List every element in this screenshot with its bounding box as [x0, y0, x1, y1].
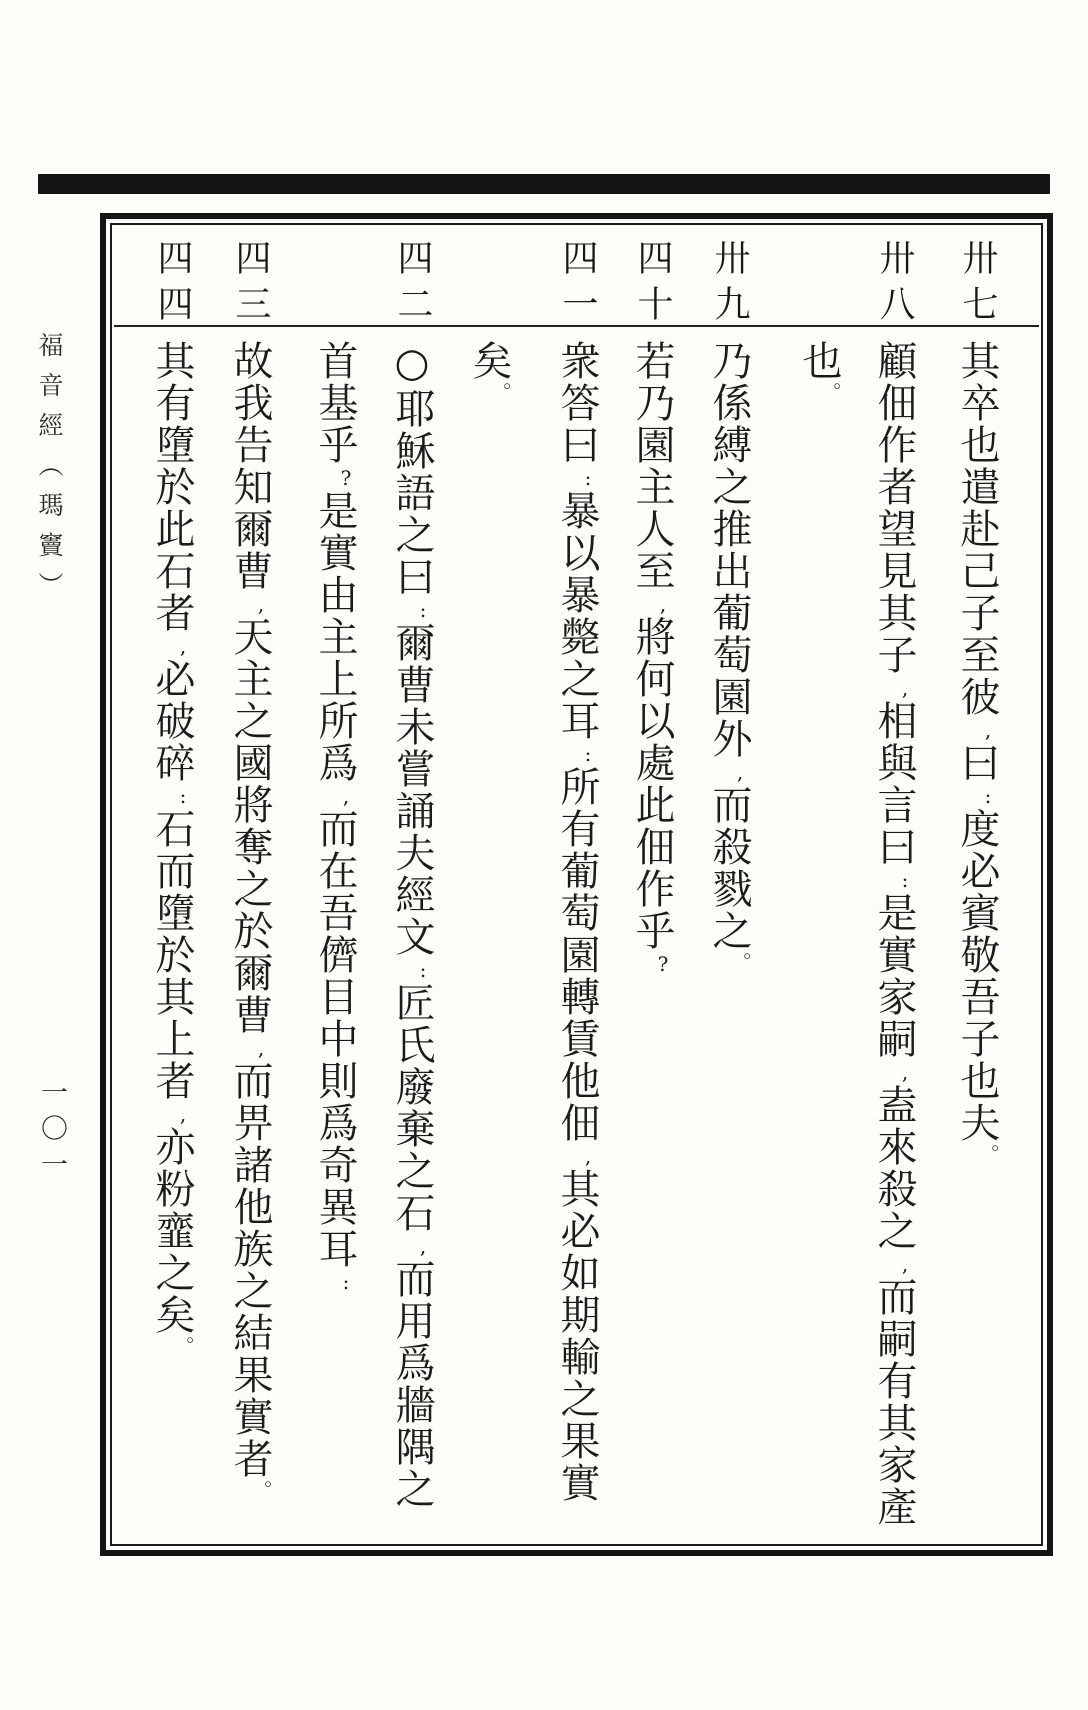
- verse-number-43: 四三: [230, 239, 271, 331]
- margin-title: 福音經（瑪竇）: [35, 332, 64, 612]
- page-frame: [100, 213, 1053, 1556]
- verse-38-column-1: 顧佃作者望見其子,相與言曰:是實家嗣,盍來殺之,而嗣有其家產: [871, 340, 917, 1528]
- page-frame-inner: [110, 223, 1043, 1546]
- verse-number-41: 四一: [557, 239, 598, 331]
- verse-39-column-1: 乃係縛之推出葡萄園外,而殺戮之。: [706, 340, 752, 972]
- verse-43-column-1: 故我告知爾曹,天主之國將奪之於爾曹,而畀諸他族之結果實者。: [227, 340, 273, 1500]
- page-frame-content: [114, 227, 1039, 1542]
- verse-42-column-1: ○耶穌語之曰:爾曹未嘗誦夫經文:匠氏廢棄之石,而用爲牆隅之: [389, 340, 435, 1510]
- verse-number-40: 四十: [632, 239, 673, 331]
- verse-38-column-2: 也。: [796, 340, 842, 402]
- top-heavy-rule: [38, 174, 1050, 194]
- verse-number-39: 卅九: [709, 239, 750, 331]
- page-number: 一〇一: [36, 1078, 67, 1186]
- verse-number-42: 四二: [392, 239, 433, 331]
- verse-number-37: 卅七: [957, 239, 998, 331]
- verse-37-column-1: 其卒也遣赴己子至彼,曰:度必賓敬吾子也夫。: [954, 340, 1000, 1164]
- verse-44-column-1: 其有墮於此石者,必破碎:石而墮於其上者,亦粉韲之矣。: [149, 340, 195, 1356]
- verse-number-44: 四四: [152, 239, 193, 331]
- verse-40-column-1: 若乃園主人至,將何以處此佃作乎?: [629, 340, 675, 976]
- verse-41-column-2: 矣。: [466, 340, 512, 402]
- verse-number-38: 卅八: [874, 239, 915, 331]
- verse-41-column-1: 衆答曰:暴以暴斃之耳:所有葡萄園轉賃他佃,其必如期輸之果實: [554, 340, 600, 1504]
- verse-42-column-2: 首基乎?是實由主上所爲,而在吾儕目中則爲奇異耳:: [312, 340, 358, 1294]
